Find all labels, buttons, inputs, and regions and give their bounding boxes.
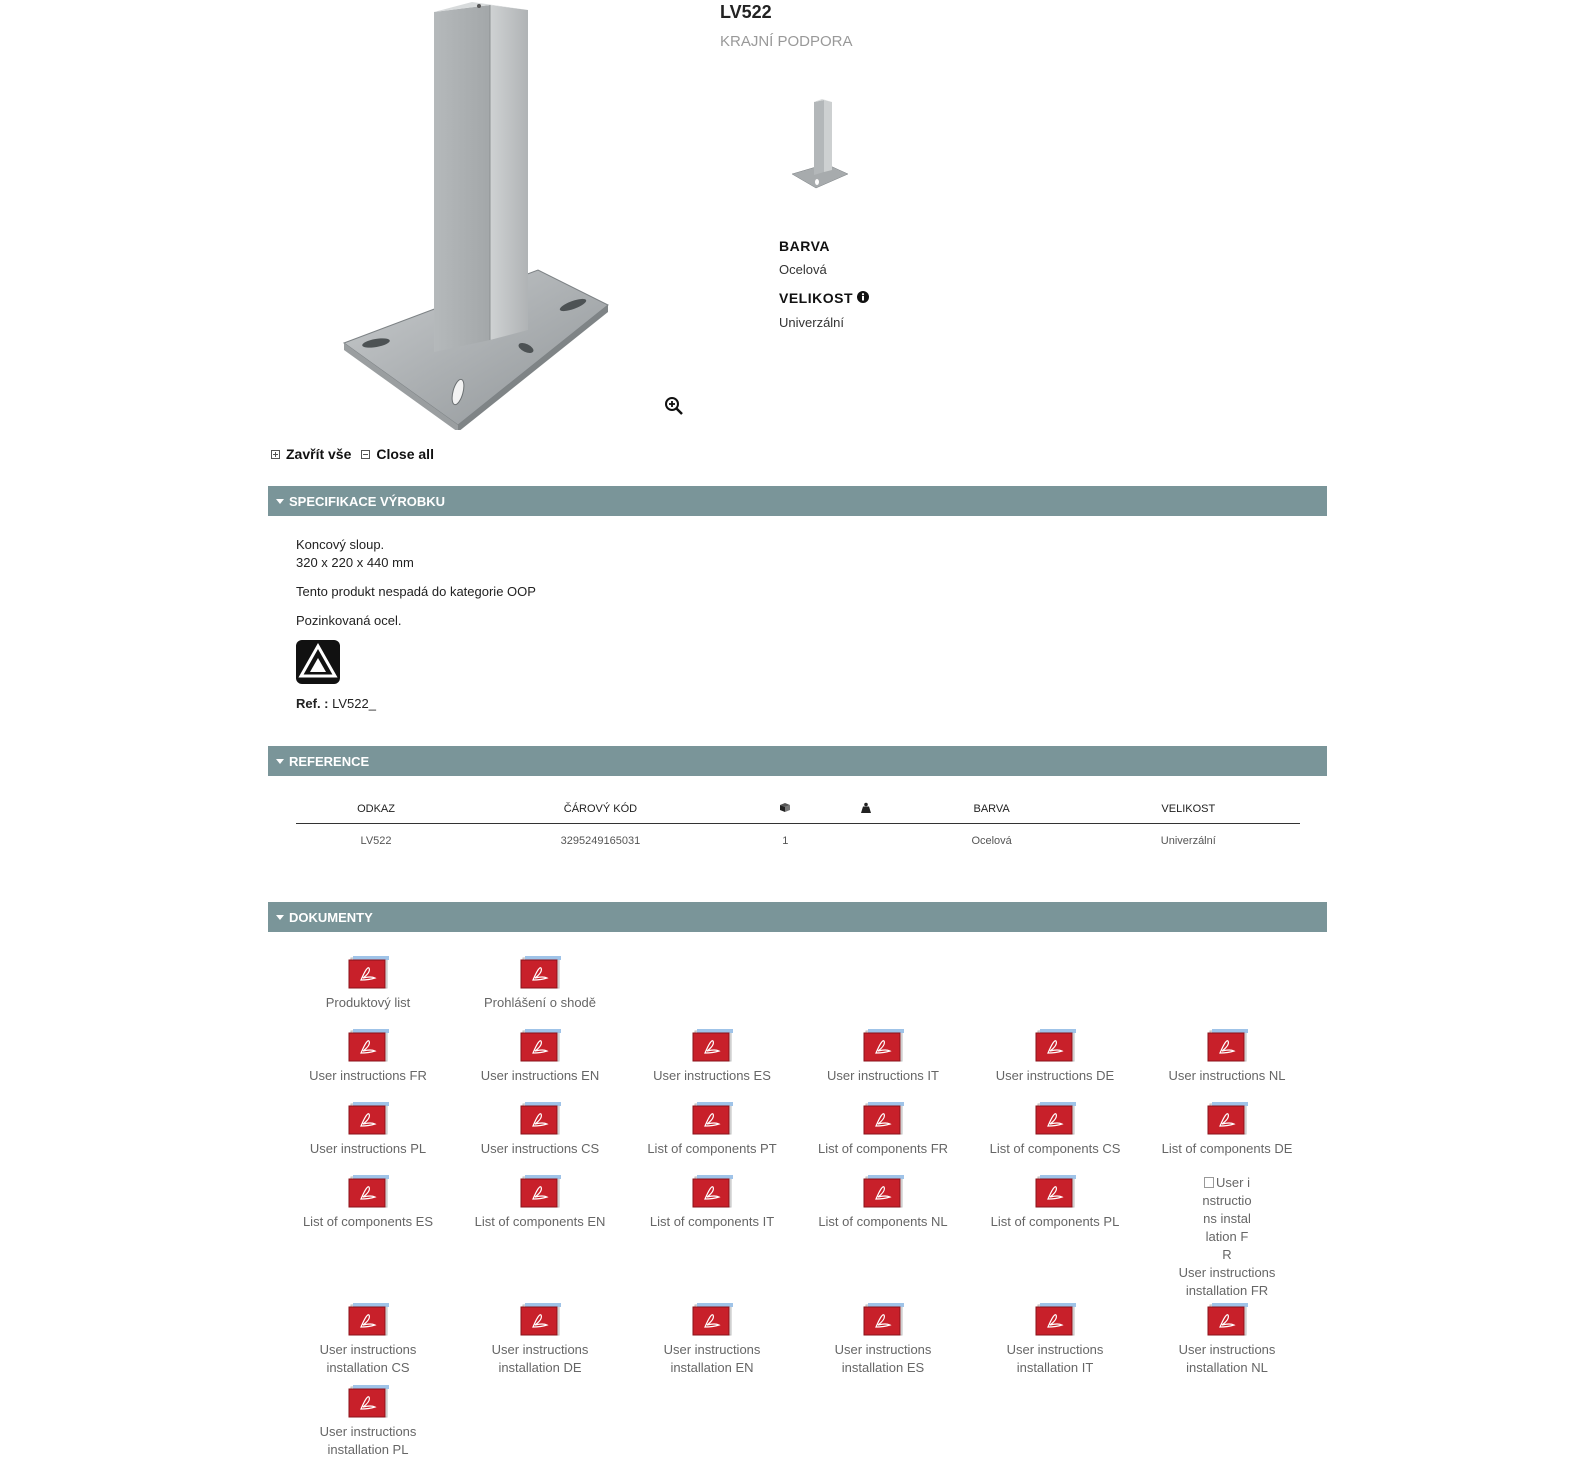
- product-thumbnail[interactable]: [790, 98, 852, 190]
- caret-down-icon: [276, 759, 284, 764]
- document-label: List of components CS: [989, 1141, 1121, 1156]
- document-link[interactable]: [293, 1303, 443, 1377]
- document-label: List of components PT: [647, 1141, 777, 1156]
- document-link[interactable]: [637, 1029, 787, 1085]
- cell-odkaz: LV522: [360, 835, 392, 847]
- pdf-icon: [347, 1102, 389, 1136]
- document-link-broken-image[interactable]: [1152, 1174, 1302, 1300]
- cell-weight: [826, 824, 907, 859]
- size-value: Univerzální: [779, 315, 845, 330]
- cell-size: Univerzální: [1160, 835, 1216, 847]
- pdf-icon: [691, 1175, 733, 1209]
- pdf-icon: [519, 1303, 561, 1337]
- close-all-toggle[interactable]: [361, 446, 434, 462]
- col-size: VELIKOST: [1077, 795, 1300, 824]
- document-link[interactable]: [808, 1102, 958, 1158]
- cell-package: 1: [782, 835, 789, 847]
- pdf-icon: [519, 1175, 561, 1209]
- document-link[interactable]: [1152, 1102, 1302, 1158]
- product-code: LV522: [720, 2, 772, 22]
- close-all-label: Close all: [376, 446, 434, 462]
- col-color: BARVA: [907, 795, 1077, 824]
- pdf-icon: [862, 1303, 904, 1337]
- document-label: User instructions installation ES: [834, 1342, 932, 1375]
- pdf-icon: [1206, 1029, 1248, 1063]
- document-label: User instructions IT: [827, 1068, 939, 1083]
- product-main-image[interactable]: [338, 0, 618, 430]
- size-label-row: [779, 290, 869, 306]
- document-label: User instructions ES: [653, 1068, 771, 1083]
- document-link[interactable]: [465, 1029, 615, 1085]
- col-package-icon: [745, 795, 826, 824]
- document-label: User instructions FR: [309, 1068, 427, 1083]
- caret-down-icon: [276, 499, 284, 504]
- brand-logo: [296, 640, 340, 684]
- caret-down-icon: [276, 915, 284, 920]
- document-link[interactable]: [808, 1029, 958, 1085]
- pdf-icon: [347, 1175, 389, 1209]
- pdf-icon: [691, 1102, 733, 1136]
- pdf-icon: [862, 1175, 904, 1209]
- document-link[interactable]: [293, 1029, 443, 1085]
- pdf-icon: [519, 1102, 561, 1136]
- pdf-icon: [691, 1029, 733, 1063]
- document-label: User instructions installation EN: [663, 1342, 761, 1375]
- plus-square-icon: [271, 450, 280, 459]
- ref-value: LV522_: [332, 696, 376, 711]
- document-link[interactable]: [465, 1303, 615, 1377]
- pdf-icon: [347, 1385, 389, 1419]
- document-link[interactable]: [293, 956, 443, 1012]
- cell-barcode: 3295249165031: [560, 835, 641, 847]
- document-link[interactable]: [637, 1175, 787, 1231]
- pdf-icon: [519, 956, 561, 990]
- col-weight-icon: [826, 795, 907, 824]
- document-label: List of components DE: [1161, 1141, 1293, 1156]
- col-odkaz: ODKAZ: [296, 795, 456, 824]
- document-link[interactable]: [1152, 1029, 1302, 1085]
- weight-icon: [861, 802, 871, 813]
- document-link[interactable]: [980, 1029, 1130, 1085]
- pdf-icon: [1034, 1175, 1076, 1209]
- document-link[interactable]: [293, 1385, 443, 1459]
- pdf-icon: [347, 1303, 389, 1337]
- info-icon[interactable]: [857, 290, 869, 306]
- document-label: List of components FR: [817, 1141, 949, 1156]
- pdf-icon: [691, 1303, 733, 1337]
- document-label: List of components IT: [649, 1214, 775, 1229]
- document-link[interactable]: [465, 1102, 615, 1158]
- ref-label: Ref. :: [296, 696, 329, 711]
- document-label: User instructions EN: [480, 1068, 600, 1083]
- product-name: KRAJNÍ PODPORA: [720, 33, 853, 50]
- document-label: Produktový list: [325, 995, 411, 1010]
- table-header-row: [296, 795, 1300, 824]
- cell-color: Ocelová: [971, 835, 1012, 847]
- section-title: SPECIFIKACE VÝROBKU: [289, 493, 446, 509]
- document-label: User instructions PL: [309, 1141, 427, 1156]
- document-label: User instructions installation CS: [319, 1342, 417, 1375]
- reference-table: [296, 795, 1300, 858]
- pdf-icon: [1034, 1303, 1076, 1337]
- document-link[interactable]: [293, 1175, 443, 1231]
- document-link[interactable]: [637, 1303, 787, 1377]
- document-link[interactable]: [465, 956, 615, 1012]
- expand-all-label: Zavřít vše: [286, 446, 352, 462]
- broken-image-alt: User instructions installation FR: [1202, 1175, 1252, 1262]
- document-label: User instructions installation DE: [491, 1342, 589, 1375]
- box-icon: [779, 802, 791, 813]
- spec-line: Koncový sloup.: [296, 537, 385, 552]
- pdf-icon: [1034, 1102, 1076, 1136]
- document-label: List of components EN: [474, 1214, 606, 1229]
- section-header-reference[interactable]: [268, 746, 1327, 776]
- document-label: List of components NL: [818, 1214, 948, 1229]
- spec-line: Pozinkovaná ocel.: [296, 613, 402, 628]
- document-link[interactable]: [808, 1303, 958, 1377]
- minus-square-icon: [361, 450, 370, 459]
- expand-collapse-controls: [271, 446, 444, 462]
- document-label: User instructions installation NL: [1178, 1342, 1276, 1375]
- pdf-icon: [347, 1029, 389, 1063]
- document-link[interactable]: [980, 1303, 1130, 1377]
- document-link[interactable]: [465, 1175, 615, 1231]
- document-label: User instructions installation FR: [1178, 1265, 1276, 1298]
- color-value: Ocelová: [779, 262, 827, 277]
- spec-line: Tento produkt nespadá do kategorie OOP: [296, 584, 536, 599]
- pdf-icon: [519, 1029, 561, 1063]
- pdf-icon: [1034, 1029, 1076, 1063]
- col-barcode: ČÁROVÝ KÓD: [456, 795, 745, 824]
- document-label: List of components ES: [302, 1214, 434, 1229]
- document-label: List of components PL: [990, 1214, 1120, 1229]
- pdf-icon: [862, 1102, 904, 1136]
- section-title: REFERENCE: [289, 753, 370, 769]
- reference-line: [296, 696, 376, 711]
- expand-all-toggle[interactable]: [271, 446, 351, 462]
- document-label: User instructions NL: [1168, 1068, 1286, 1083]
- zoom-in-icon[interactable]: [664, 396, 684, 416]
- document-label: Prohlášení o shodě: [483, 995, 597, 1010]
- pdf-icon: [347, 956, 389, 990]
- size-label: VELIKOST: [779, 290, 854, 306]
- pdf-icon: [1206, 1102, 1248, 1136]
- document-link[interactable]: [980, 1102, 1130, 1158]
- color-label: BARVA: [779, 238, 830, 254]
- document-link[interactable]: [980, 1175, 1130, 1231]
- section-header-spec[interactable]: [268, 486, 1327, 516]
- document-link[interactable]: [808, 1175, 958, 1231]
- spec-line: 320 x 220 x 440 mm: [296, 555, 414, 570]
- section-title: DOKUMENTY: [289, 909, 373, 925]
- pdf-icon: [1206, 1303, 1248, 1337]
- document-label: User instructions installation IT: [1006, 1342, 1104, 1375]
- document-label: User instructions DE: [995, 1068, 1115, 1083]
- document-label: User instructions installation PL: [319, 1424, 417, 1457]
- document-link[interactable]: [1152, 1303, 1302, 1377]
- document-link[interactable]: [293, 1102, 443, 1158]
- pdf-icon: [862, 1029, 904, 1063]
- section-header-documents[interactable]: [268, 902, 1327, 932]
- table-row: [296, 824, 1300, 859]
- document-label: User instructions CS: [480, 1141, 600, 1156]
- document-link[interactable]: [637, 1102, 787, 1158]
